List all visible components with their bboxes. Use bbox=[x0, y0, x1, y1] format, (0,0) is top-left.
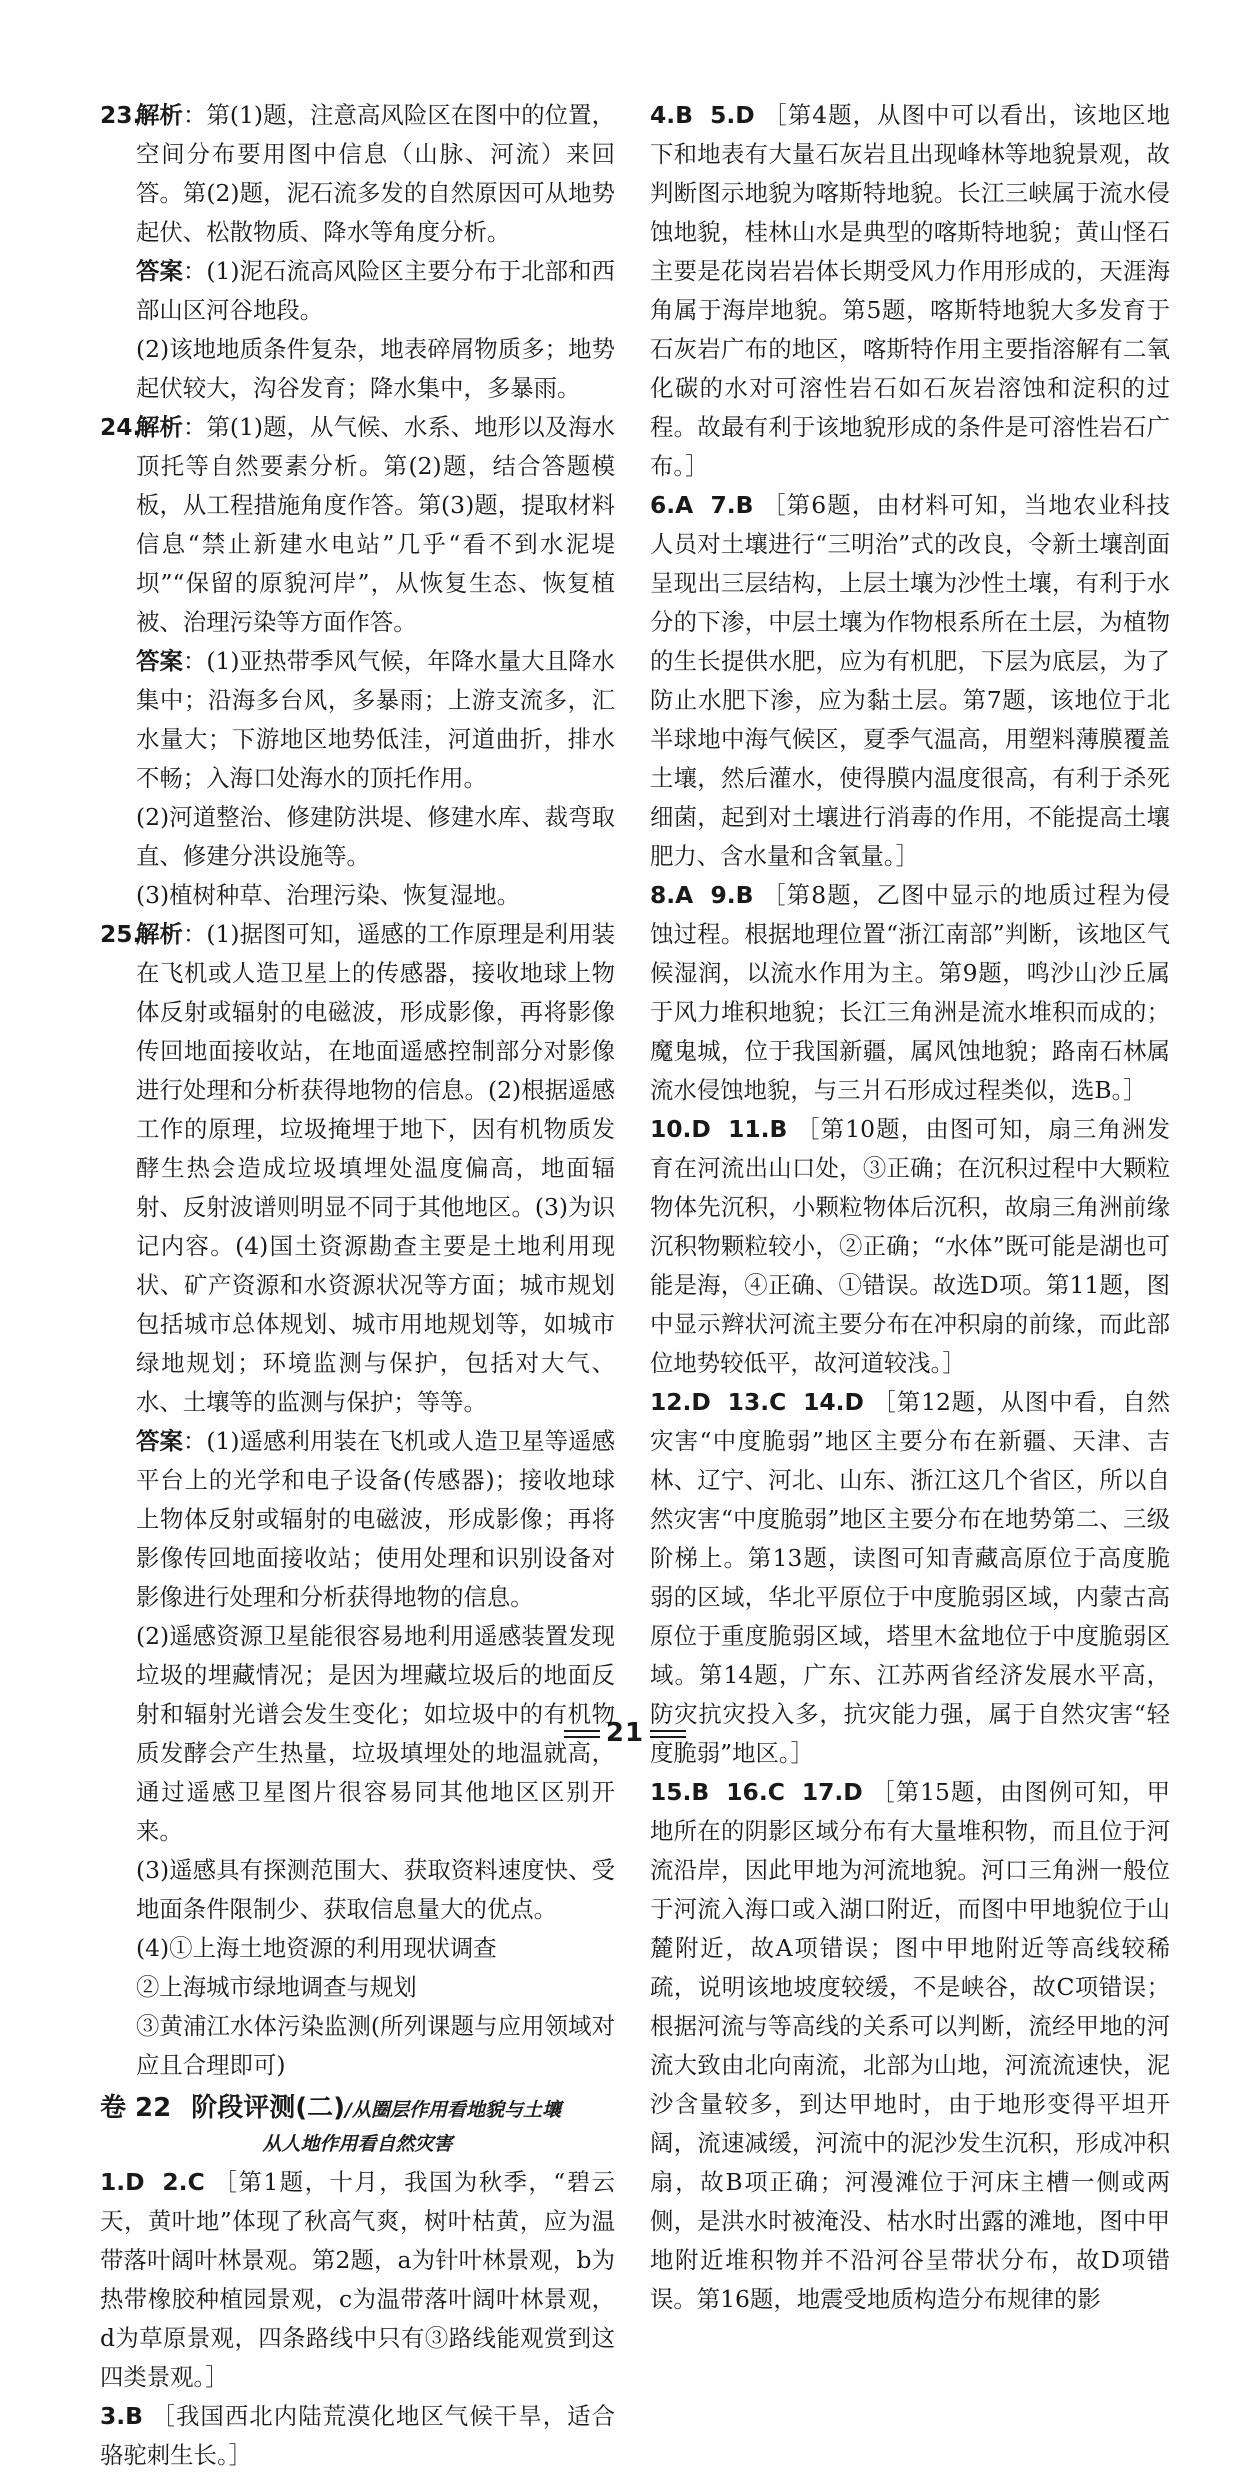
answer-number: 5.D bbox=[710, 101, 755, 129]
answer-number: 16.C bbox=[726, 1778, 785, 1806]
answer-explanation: ［第8题，乙图中显示的地质过程为侵蚀过程。根据地理位置“浙江南部”判断，该地区气候湿润，以流水作用为主。第9题，鸣沙山沙丘属于风力堆积地貌；长江三角洲是流水堆积而成的；魔鬼城，位于我国新疆，属风蚀地貌；路南石林属流水侵蚀地貌，与三爿石形成过程类似，选B。］ bbox=[650, 881, 1170, 1104]
answer-text: (2)遥感资源卫星能很容易地利用遥感装置发现垃圾的埋藏情况；是因为埋藏垃圾后的地面反射和辐射光谱会发生变化；如垃圾中的有机物质发酵会产生热量，垃圾填埋处的地温就高，通过遥感卫星图片很容易同其他地区区别开来。 bbox=[136, 1622, 615, 1845]
question-number: 23. bbox=[100, 101, 142, 129]
answer-text: (3)遥感具有探测范围大、获取资料速度快、受地面条件限制少、获取信息量大的优点。 bbox=[136, 1856, 615, 1923]
analysis-text: ：第(1)题，注意高风险区在图中的位置，空间分布要用图中信息（山脉、河流）来回答。第(2)题，泥石流多发的自然原因可从地势起伏、松散物质、降水等角度分析。 bbox=[136, 101, 615, 246]
question-25 bbox=[100, 915, 615, 2085]
analysis-label: 解析 bbox=[136, 413, 183, 441]
page-number-rule-right bbox=[650, 1730, 686, 1738]
answer-10-11 bbox=[650, 1110, 1170, 1383]
answer-number: 14.D bbox=[803, 1388, 864, 1416]
answer-explanation: ［第15题，由图例可知，甲地所在的阴影区域分布有大量堆积物，而且位于河流沿岸，因此甲地为河流地貌。河口三角洲一般位于河流入海口或入湖口附近，而图中甲地貌位于山麓附近，故A项错误；图中甲地附近等高线较稀疏，说明该地坡度较缓，不是峡谷，故C项错误；根据河流与等高线的关系可以判断，流经甲地的河流大致由北向南流，北部为山地，河流流速快，泥沙含量较多，到达甲地时，由于地形变得平坦开阔，流速减缓，河流中的泥沙发生沉积，形成冲积扇，故B项正确；河漫滩位于河床主槽一侧或两侧，是洪水时被淹没、枯水时出露的滩地，图中甲地附近堆积物并不沿河谷呈带状分布，故D项错误。第16题，地震受地质构造分布规律的影 bbox=[650, 1778, 1170, 2313]
analysis-text: ：第(1)题，从气候、水系、地形以及海水顶托等自然要素分析。第(2)题，结合答题模板，从工程措施角度作答。第(3)题，提取材料信息“禁止新建水电站”几乎“看不到水泥堤坝”“保留的原貌河岸”，从恢复生态、恢复植被、治理污染等方面作答。 bbox=[136, 413, 615, 636]
page-number-text: 21 bbox=[605, 1718, 645, 1748]
answer-number: 6.A bbox=[650, 491, 694, 519]
answer-text: (2)河道整治、修建防洪堤、修建水库、裁弯取直、修建分洪设施等。 bbox=[136, 803, 615, 870]
section-topic: /从圈层作用看地貌与土壤 bbox=[345, 2099, 561, 2121]
analysis-text: ：(1)据图可知，遥感的工作原理是利用装在飞机或人造卫星上的传感器，接收地球上物体反射或辐射的电磁波，形成影像，再将影像传回地面接收站，在地面遥感控制部分对影像进行处理和分析获得地物的信息。(2)根据遥感工作的原理，垃圾掩埋于地下，因有机物质发酵生热会造成垃圾填埋处温度偏高，地面辐射、反射波谱则明显不同于其他地区。(3)为识记内容。(4)国土资源勘查主要是土地利用现状、矿产资源和水资源状况等方面；城市规划包括城市总体规划、城市用地规划等，如城市绿地规划；环境监测与保护，包括对大气、水、土壤等的监测与保护；等等。 bbox=[136, 920, 615, 1416]
question-number: 25. bbox=[100, 920, 142, 948]
answer-text: (3)植树种草、治理污染、恢复湿地。 bbox=[136, 881, 520, 909]
analysis-label: 解析 bbox=[136, 920, 183, 948]
answer-15-17 bbox=[650, 1773, 1170, 2319]
section-topic: 从人地作用看自然灾害 bbox=[262, 2133, 453, 2155]
answer-number: 11.B bbox=[728, 1115, 788, 1143]
answer-text: ②上海城市绿地调查与规划 bbox=[136, 1973, 417, 2001]
answer-number: 13.C bbox=[727, 1388, 787, 1416]
answer-line bbox=[136, 252, 615, 330]
answer-text: ：(1)遥感利用装在飞机或人造卫星等遥感平台上的光学和电子设备(传感器)；接收地球上物体反射或辐射的电磁波，形成影像；再将影像传回地面接收站；使用处理和识别设备对影像进行处理和分析获得地物的信息。 bbox=[136, 1427, 615, 1611]
answer-explanation: ［第6题，由材料可知，当地农业科技人员对土壤进行“三明治”式的改良，令新土壤剖面呈现出三层结构，上层土壤为沙性土壤，有利于水分的下渗，中层土壤为作物根系所在土层，为植物的生长提供水肥，应为有机肥，下层为底层，为了防止水肥下渗，应为黏土层。第7题，该地位于北半球地中海气候区，夏季气温高，用塑料薄膜覆盖土壤，然后灌水，使得膜内温度很高，有利于杀死细菌，起到对土壤进行消毒的作用，不能提高土壤肥力、含水量和含氧量。］ bbox=[650, 491, 1170, 870]
page-number bbox=[0, 1718, 1250, 1748]
answer-label: 答案 bbox=[136, 1427, 183, 1455]
answer-number: 7.B bbox=[710, 491, 754, 519]
answer-text: (4)①上海土地资源的利用现状调查 bbox=[136, 1934, 497, 1962]
answer-number: 2.C bbox=[162, 2168, 205, 2196]
answer-6-7 bbox=[650, 486, 1170, 876]
answer-number: 12.D bbox=[650, 1388, 711, 1416]
section-name: 阶段评测(二) bbox=[191, 2093, 346, 2123]
answer-explanation: ［第12题，从图中看，自然灾害“中度脆弱”地区主要分布在新疆、天津、吉林、辽宁、河北、山东、浙江这几个省区，所以自然灾害“中度脆弱”地区主要分布在地势第二、三级阶梯上。第13题，读图可知青藏高原位于高度脆弱的区域，华北平原位于中度脆弱区域，内蒙古高原位于重度脆弱区域，塔里木盆地位于中度脆弱区域。第14题，广东、江苏两省经济发展水平高，防灾抗灾投入多，抗灾能力强，属于自然灾害“轻度脆弱”地区。］ bbox=[650, 1388, 1171, 1767]
answer-explanation: ［我国西北内陆荒漠化地区气候干旱，适合骆驼刺生长。］ bbox=[100, 2402, 616, 2469]
answer-text: ：(1)泥石流高风险区主要分布于北部和西部山区河谷地段。 bbox=[136, 257, 615, 324]
section-heading bbox=[100, 2091, 615, 2161]
left-column bbox=[100, 96, 615, 2475]
volume-label: 卷 22 bbox=[100, 2093, 172, 2123]
answer-number: 3.B bbox=[100, 2402, 143, 2430]
answer-number: 4.B bbox=[650, 101, 693, 129]
answer-number: 10.D bbox=[650, 1115, 711, 1143]
answer-text: (2)该地地质条件复杂，地表碎屑物质多；地势起伏较大，沟谷发育；降水集中，多暴雨。 bbox=[136, 335, 615, 402]
answer-explanation: ［第10题，由图可知，扇三角洲发育在河流出山口处，③正确；在沉积过程中大颗粒物体先沉积，小颗粒物体后沉积，故扇三角洲前缘沉积物颗粒较小，②正确；“水体”既可能是湖也可能是海，④正确、①错误。故选D项。第11题，图中显示辫状河流主要分布在冲积扇的前缘，而此部位地势较低平，故河道较浅。］ bbox=[650, 1115, 1171, 1377]
answer-text: ：(1)亚热带季风气候，年降水量大且降水集中；沿海多台风，多暴雨；上游支流多，汇水量大；下游地区地势低洼，河道曲折，排水不畅；入海口处海水的顶托作用。 bbox=[136, 647, 615, 792]
answer-line bbox=[136, 1422, 615, 1617]
question-number: 24. bbox=[100, 413, 142, 441]
answer-label: 答案 bbox=[136, 647, 183, 675]
answer-text: ③黄浦江水体污染监测(所列课题与应用领域对应且合理即可) bbox=[136, 2012, 615, 2079]
answer-number: 8.A bbox=[650, 881, 694, 909]
answer-1-2 bbox=[100, 2163, 615, 2397]
answer-12-14 bbox=[650, 1383, 1170, 1773]
answer-number: 15.B bbox=[650, 1778, 710, 1806]
page-number-rule-left bbox=[564, 1730, 600, 1738]
question-24 bbox=[100, 408, 615, 915]
analysis-label: 解析 bbox=[136, 101, 183, 129]
answer-line bbox=[136, 642, 615, 798]
answer-3 bbox=[100, 2397, 615, 2475]
answer-8-9 bbox=[650, 876, 1170, 1110]
answer-label: 答案 bbox=[136, 257, 183, 285]
answer-number: 9.B bbox=[710, 881, 754, 909]
answer-number: 17.D bbox=[801, 1778, 863, 1806]
answer-4-5 bbox=[650, 96, 1170, 486]
question-23 bbox=[100, 96, 615, 408]
answer-explanation: ［第4题，从图中可以看出，该地区地下和地表有大量石灰岩且出现峰林等地貌景观，故判断图示地貌为喀斯特地貌。长江三峡属于流水侵蚀地貌，桂林山水是典型的喀斯特地貌；黄山怪石主要是花岗岩岩体长期受风力作用形成的，天涯海角属于海岸地貌。第5题，喀斯特地貌大多发育于石灰岩广布的地区，喀斯特作用主要指溶解有二氧化碳的水对可溶性岩石如石灰岩溶蚀和淀积的过程。故最有利于该地貌形成的条件是可溶性岩石广布。］ bbox=[650, 101, 1170, 480]
answer-explanation: ［第1题，十月，我国为秋季，“碧云天，黄叶地”体现了秋高气爽，树叶枯黄，应为温带落叶阔叶林景观。第2题，a为针叶林景观，b为热带橡胶种植园景观，c为温带落叶阔叶林景观，d为草原景观，四条路线中只有③路线能观赏到这四类景观。］ bbox=[100, 2168, 615, 2391]
answer-number: 1.D bbox=[100, 2168, 145, 2196]
right-column bbox=[650, 96, 1170, 2319]
